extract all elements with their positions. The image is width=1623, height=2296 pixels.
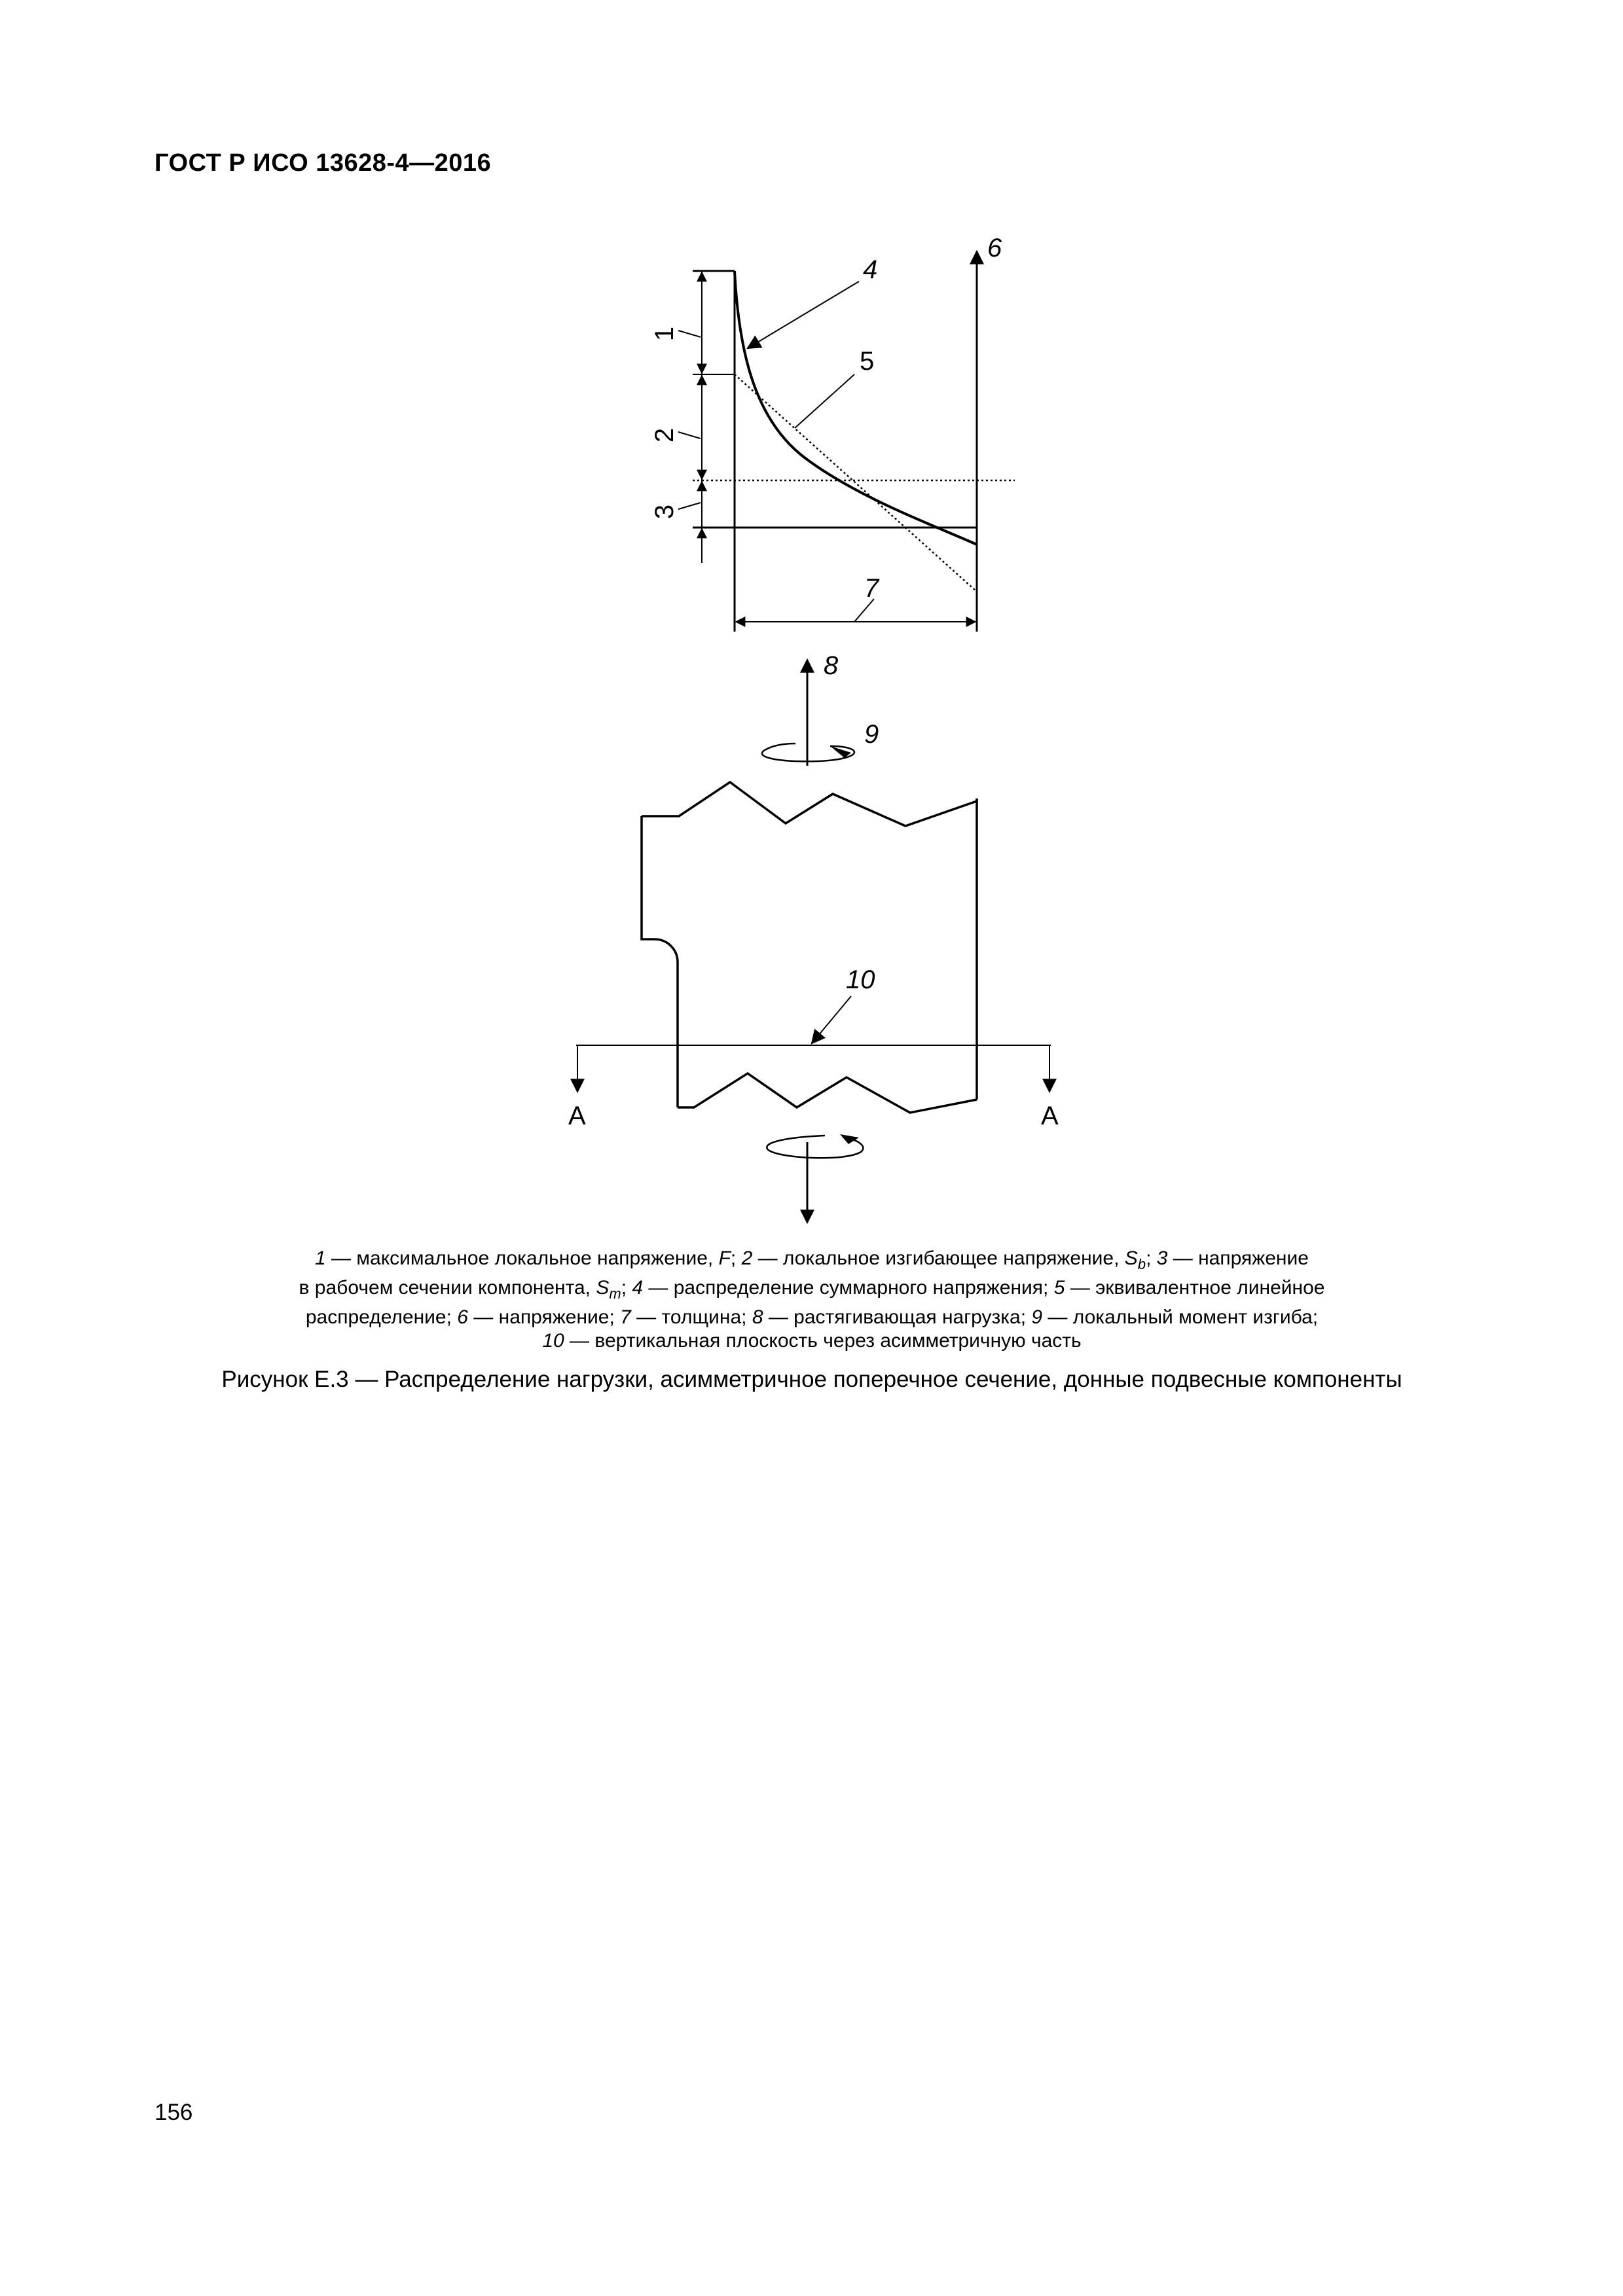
label-3: 3 [650, 504, 679, 520]
legend-line-3: распределение; 6 — напряжение; 7 — толщина; 8 — растягивающая нагрузка; 9 — локальный момент изгиба; [305, 1306, 1319, 1328]
figure-legend [196, 1247, 1427, 1353]
figure-caption: Рисунок Е.3 — Распределение нагрузки, асимметричное поперечное сечение, донные подвесные компоненты [221, 1367, 1402, 1392]
left-edge [642, 816, 655, 939]
leader-4 [748, 281, 859, 348]
top-load-arrows [762, 660, 854, 766]
legend-line-4: 10 — вертикальная плоскость через асимметричную часть [542, 1330, 1082, 1352]
section-label-left: А [568, 1102, 586, 1130]
label-5: 5 [860, 347, 875, 376]
page-number: 156 [155, 2100, 193, 2125]
label-1: 1 [650, 326, 679, 342]
notch-arc [655, 939, 678, 962]
top-break-line [642, 782, 977, 826]
label-7: 7 [864, 574, 879, 603]
leader-2 [678, 432, 701, 439]
bottom-break-line [678, 1073, 977, 1113]
legend-line-1: 1 — максимальное локальное напряжение, F; 2 — локальное изгибающее напряжение, $S_b$; 3 — напряжение [315, 1247, 1309, 1272]
label-2: 2 [650, 427, 679, 443]
label-10: 10 [846, 965, 875, 994]
total-stress-curve [735, 271, 977, 545]
label-6: 6 [987, 234, 1002, 262]
linear-distribution-dotted [735, 374, 977, 592]
leader-10 [812, 996, 851, 1043]
section-plane [576, 996, 1051, 1092]
component-profile [642, 782, 977, 1113]
label-8: 8 [824, 651, 839, 680]
label-9: 9 [864, 720, 879, 749]
leader-1 [678, 331, 701, 337]
bottom-load-arrows [767, 1134, 863, 1223]
legend-line-2: в рабочем сечении компонента, $S_m$; 4 — распределение суммарного напряжения; 5 — эквивалентное линейное [299, 1277, 1325, 1302]
moment-arrowhead-bottom [840, 1134, 859, 1144]
section-label-right: А [1041, 1102, 1059, 1130]
document-header: ГОСТ Р ИСО 13628-4—2016 [155, 149, 492, 177]
stress-diagram [678, 251, 1015, 632]
leader-5 [795, 374, 854, 428]
label-4: 4 [863, 255, 878, 284]
leader-3 [678, 503, 701, 509]
